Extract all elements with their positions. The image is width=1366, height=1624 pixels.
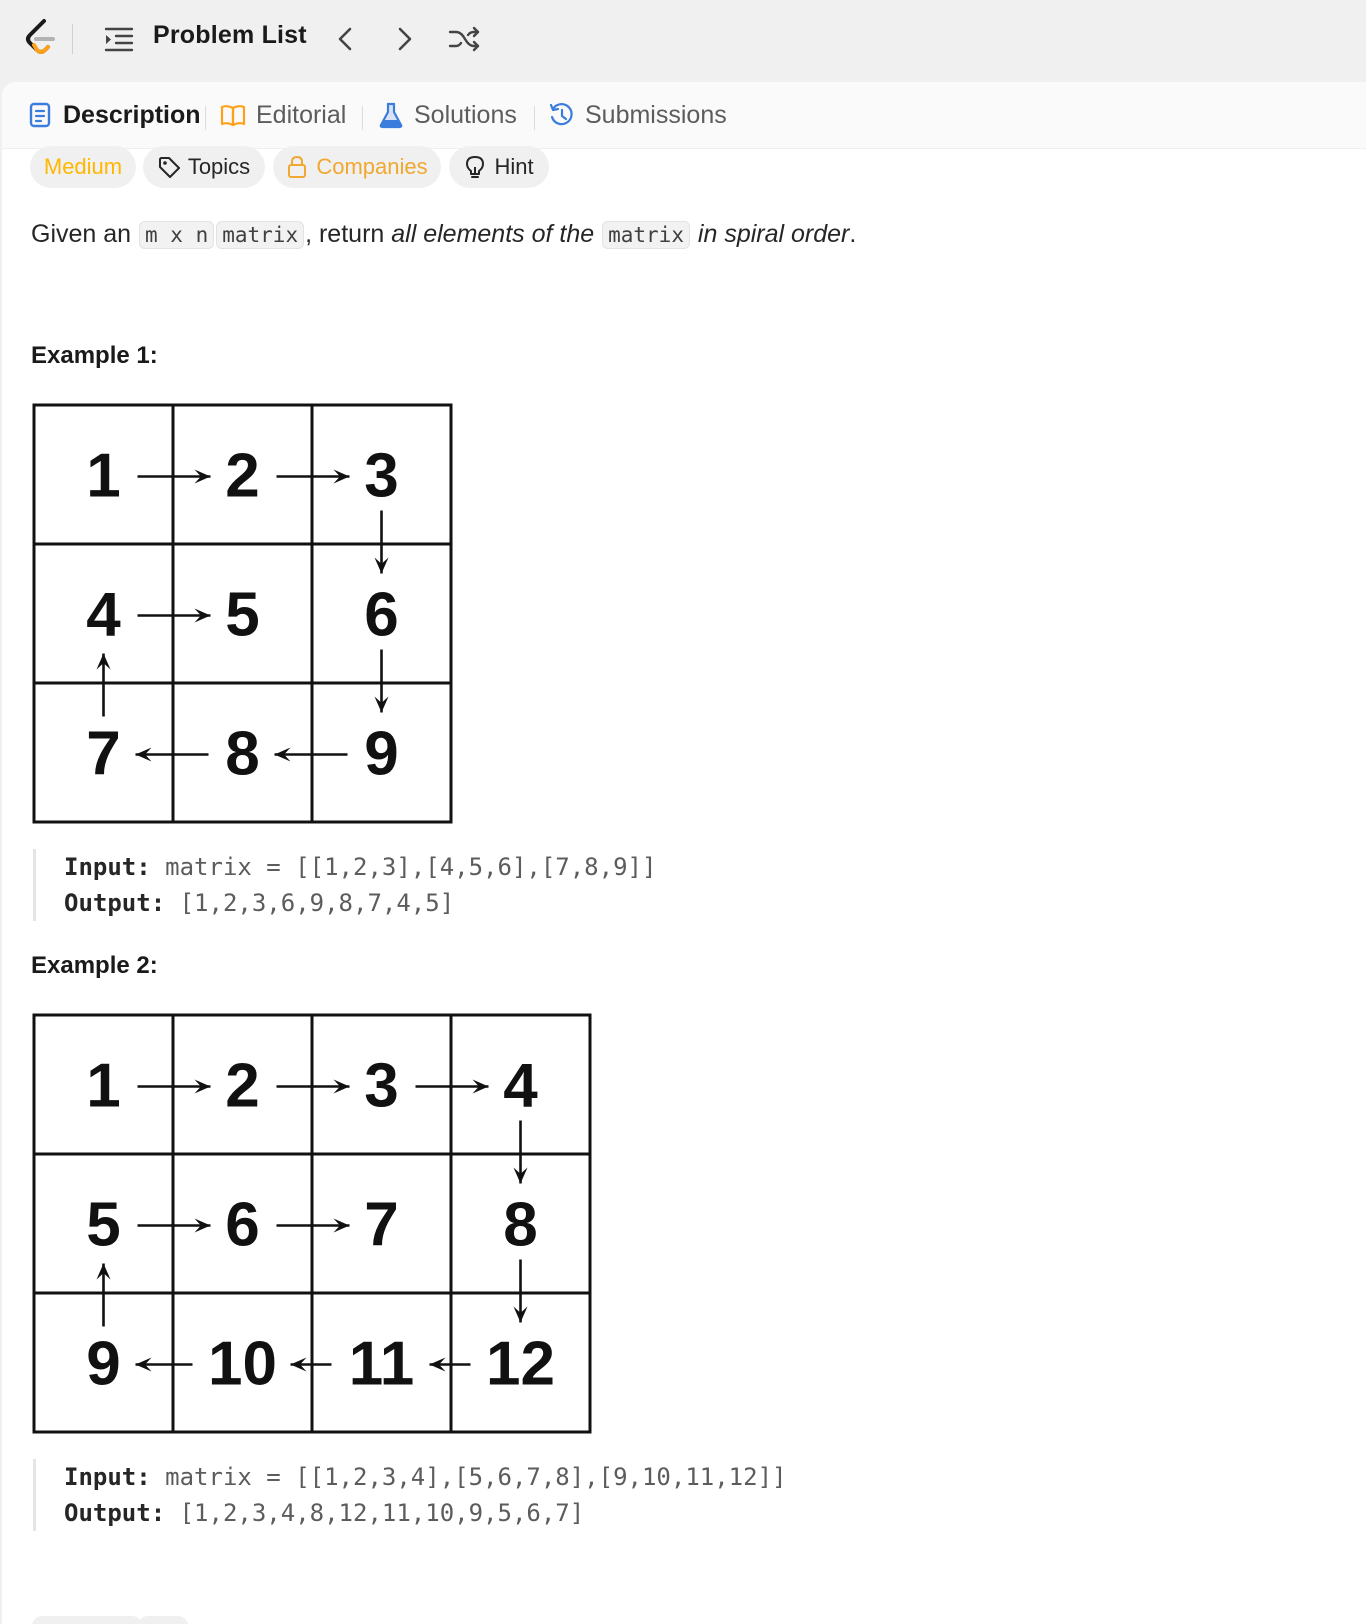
example-1-title: Example 1: [31, 342, 158, 369]
shuffle-icon [446, 20, 482, 58]
output-value: [1,2,3,6,9,8,7,4,5] [179, 889, 455, 917]
matrix-value: 2 [225, 441, 260, 511]
tab-bar [2, 82, 1366, 149]
statement-emphasis: in spiral order [697, 220, 850, 248]
tab-editorial-label: Editorial [256, 100, 347, 129]
matrix-value: 7 [364, 1190, 399, 1260]
flask-icon [378, 101, 404, 129]
top-nav-bar [0, 0, 1366, 80]
tab-editorial[interactable] [220, 98, 346, 132]
matrix-value: 4 [503, 1051, 538, 1121]
example-1-output-line [64, 885, 656, 921]
tab-description[interactable] [27, 98, 201, 132]
example-2-io [33, 1459, 786, 1531]
constraints-chip [138, 1616, 188, 1624]
lock-icon [286, 155, 308, 179]
companies-label: Companies [316, 154, 428, 179]
chevron-left-icon [328, 20, 364, 58]
matrix-value: 7 [86, 719, 121, 789]
inline-code-matrix: matrix [216, 221, 304, 249]
matrix-value: 10 [208, 1329, 277, 1399]
prev-problem-button[interactable] [328, 20, 364, 58]
example-2-input-line [64, 1459, 786, 1495]
matrix-value: 11 [348, 1329, 415, 1399]
matrix-value: 2 [225, 1051, 260, 1121]
tab-description-label: Description [63, 100, 201, 129]
topbar-divider [72, 24, 73, 54]
matrix-value: 1 [86, 441, 121, 511]
output-label: Output: [64, 889, 166, 917]
matrix-value: 9 [364, 719, 399, 789]
tab-divider [362, 106, 363, 130]
matrix-value: 5 [225, 580, 260, 650]
tab-submissions-label: Submissions [585, 100, 727, 129]
problem-list-label[interactable]: Problem List [153, 21, 307, 49]
problem-statement [31, 216, 856, 253]
example-1-matrix-diagram [31, 402, 453, 824]
history-icon [549, 101, 575, 129]
tag-icon [158, 155, 180, 179]
next-problem-button[interactable] [386, 20, 422, 58]
matrix-value: 3 [364, 441, 399, 511]
companies-button[interactable] [273, 146, 441, 188]
input-value: matrix = [[1,2,3,4],[5,6,7,8],[9,10,11,12]] [165, 1463, 787, 1491]
matrix-value: 4 [86, 580, 121, 650]
hint-label: Hint [494, 154, 534, 179]
matrix-value: 12 [486, 1329, 555, 1399]
example-1-io [33, 849, 656, 921]
input-label: Input: [64, 853, 151, 881]
description-panel [2, 82, 1366, 1624]
matrix-value: 8 [503, 1190, 538, 1260]
hint-button[interactable] [449, 146, 549, 188]
topics-button[interactable] [143, 146, 265, 188]
tab-solutions-label: Solutions [414, 100, 517, 129]
difficulty-badge [30, 146, 136, 188]
matrix-value: 5 [86, 1190, 121, 1260]
tab-divider [534, 106, 535, 130]
random-problem-button[interactable] [446, 20, 482, 58]
output-label: Output: [64, 1499, 166, 1527]
chevron-right-icon [386, 20, 422, 58]
matrix-value: 3 [364, 1051, 399, 1121]
matrix-value: 1 [86, 1051, 121, 1121]
matrix-value: 6 [364, 580, 399, 650]
input-value: matrix = [[1,2,3],[4,5,6],[7,8,9]] [165, 853, 657, 881]
statement-text: . [849, 220, 857, 248]
constraints-chip [32, 1616, 142, 1624]
problem-list-icon[interactable] [104, 24, 134, 54]
example-1-input-line [64, 849, 656, 885]
matrix-value: 6 [225, 1190, 260, 1260]
description-icon [27, 101, 53, 129]
inline-code-dims: m x n [139, 221, 214, 249]
output-value: [1,2,3,4,8,12,11,10,9,5,6,7] [179, 1499, 585, 1527]
input-label: Input: [64, 1463, 151, 1491]
inline-code-matrix: matrix [602, 221, 690, 249]
tab-divider [205, 106, 206, 130]
lightbulb-icon [464, 155, 486, 179]
leetcode-logo-icon[interactable] [22, 18, 60, 58]
statement-text: Given an [31, 220, 132, 248]
example-2-title: Example 2: [31, 952, 158, 979]
statement-emphasis: all elements of the [391, 220, 595, 248]
tab-solutions[interactable] [378, 98, 517, 132]
book-icon [220, 101, 246, 129]
tab-submissions[interactable] [549, 98, 727, 132]
matrix-value: 8 [225, 719, 260, 789]
difficulty-label: Medium [43, 154, 123, 179]
example-2-matrix-diagram [31, 1012, 592, 1434]
matrix-value: 9 [86, 1329, 121, 1399]
topics-label: Topics [187, 154, 251, 179]
statement-text: , return [305, 220, 385, 248]
example-2-output-line [64, 1495, 786, 1531]
